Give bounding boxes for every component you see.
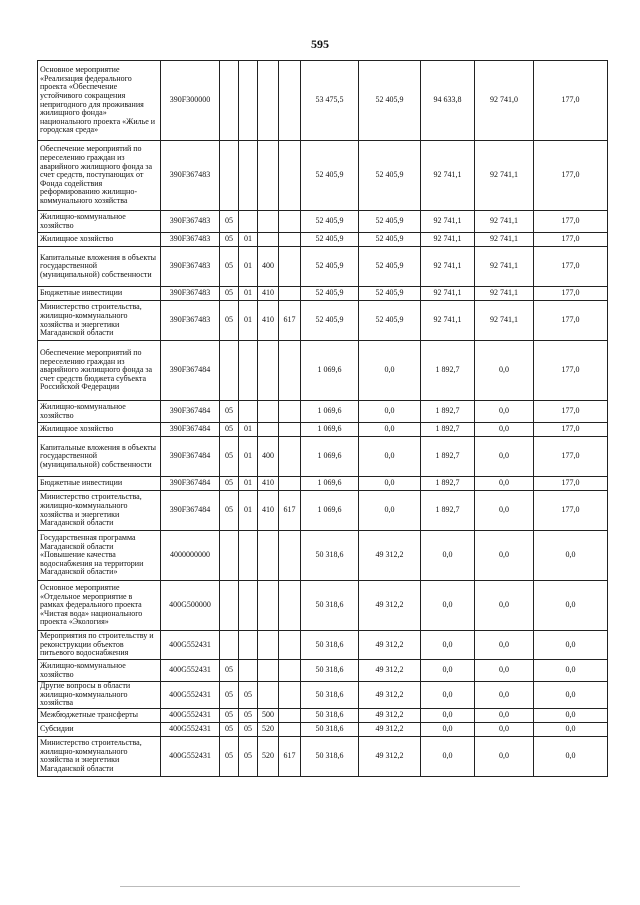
row-expense-type	[258, 141, 279, 211]
row-value-1: 52 405,9	[301, 301, 359, 341]
row-value-1: 50 318,6	[301, 708, 359, 722]
row-expense-type	[258, 211, 279, 233]
row-value-5: 177,0	[534, 477, 608, 491]
row-value-1: 52 405,9	[301, 287, 359, 301]
row-subsection: 05	[239, 682, 258, 709]
row-value-3: 1 892,7	[421, 423, 475, 437]
row-code: 390F367483	[161, 247, 220, 287]
row-value-2: 0,0	[359, 423, 421, 437]
row-subsection	[239, 581, 258, 631]
row-admin	[279, 708, 301, 722]
row-section: 05	[220, 247, 239, 287]
row-code: 400G500000	[161, 581, 220, 631]
row-name: Капитальные вложения в объекты государственной (муниципальной) собственности	[38, 247, 161, 287]
row-expense-type	[258, 61, 279, 141]
row-subsection	[239, 61, 258, 141]
page-number: 595	[311, 37, 329, 51]
row-value-2: 52 405,9	[359, 141, 421, 211]
row-value-5: 177,0	[534, 491, 608, 531]
row-admin	[279, 682, 301, 709]
row-expense-type: 400	[258, 437, 279, 477]
row-value-4: 92 741,1	[475, 233, 534, 247]
row-section: 05	[220, 233, 239, 247]
table-row	[38, 682, 608, 709]
row-value-5: 0,0	[534, 531, 608, 581]
row-value-3: 1 892,7	[421, 401, 475, 423]
row-value-3: 0,0	[421, 660, 475, 682]
table-row	[38, 401, 608, 423]
row-value-5: 0,0	[534, 682, 608, 709]
row-value-4: 0,0	[475, 423, 534, 437]
row-admin	[279, 247, 301, 287]
row-value-1: 52 405,9	[301, 211, 359, 233]
table-row	[38, 247, 608, 287]
row-value-4: 0,0	[475, 631, 534, 660]
row-admin: 617	[279, 491, 301, 531]
row-code: 390F367483	[161, 287, 220, 301]
row-code: 390F300000	[161, 61, 220, 141]
row-value-5: 0,0	[534, 581, 608, 631]
row-value-4: 0,0	[475, 437, 534, 477]
row-code: 400G552431	[161, 736, 220, 776]
row-value-2: 49 312,2	[359, 531, 421, 581]
row-subsection: 01	[239, 247, 258, 287]
row-admin	[279, 401, 301, 423]
row-name: Другие вопросы в области жилищно-коммунального хозяйства	[38, 682, 161, 709]
row-value-4: 92 741,1	[475, 141, 534, 211]
row-code: 390F367483	[161, 211, 220, 233]
row-value-4: 0,0	[475, 401, 534, 423]
row-value-5: 177,0	[534, 141, 608, 211]
row-value-1: 50 318,6	[301, 682, 359, 709]
row-value-4: 0,0	[475, 682, 534, 709]
row-section: 05	[220, 722, 239, 736]
row-value-5: 0,0	[534, 631, 608, 660]
table-row	[38, 287, 608, 301]
row-value-1: 1 069,6	[301, 477, 359, 491]
row-name: Субсидии	[38, 722, 161, 736]
row-value-3: 92 741,1	[421, 301, 475, 341]
footer-divider	[120, 886, 520, 887]
row-subsection: 01	[239, 437, 258, 477]
row-expense-type	[258, 581, 279, 631]
row-subsection	[239, 531, 258, 581]
row-code: 4000000000	[161, 531, 220, 581]
row-name: Жилищное хозяйство	[38, 423, 161, 437]
row-value-2: 0,0	[359, 401, 421, 423]
row-code: 400G552431	[161, 682, 220, 709]
row-value-2: 0,0	[359, 491, 421, 531]
row-value-4: 0,0	[475, 660, 534, 682]
row-expense-type	[258, 341, 279, 401]
row-code: 390F367484	[161, 491, 220, 531]
row-admin	[279, 477, 301, 491]
row-expense-type: 520	[258, 736, 279, 776]
row-code: 390F367484	[161, 423, 220, 437]
row-subsection: 01	[239, 301, 258, 341]
row-value-5: 177,0	[534, 301, 608, 341]
row-expense-type	[258, 531, 279, 581]
row-expense-type: 410	[258, 301, 279, 341]
row-value-4: 92 741,1	[475, 287, 534, 301]
row-value-3: 0,0	[421, 531, 475, 581]
row-value-1: 52 405,9	[301, 141, 359, 211]
row-name: Мероприятия по строительству и реконструкции объектов питьевого водоснабжения	[38, 631, 161, 660]
row-value-3: 92 741,1	[421, 141, 475, 211]
row-value-5: 177,0	[534, 341, 608, 401]
row-value-5: 177,0	[534, 437, 608, 477]
table-row	[38, 631, 608, 660]
row-section	[220, 531, 239, 581]
row-value-4: 0,0	[475, 708, 534, 722]
row-name: Министерство строительства, жилищно-коммунального хозяйства и энергетики Магаданской области	[38, 491, 161, 531]
row-value-3: 1 892,7	[421, 491, 475, 531]
row-name: Жилищно-коммунальное хозяйство	[38, 660, 161, 682]
row-value-2: 0,0	[359, 437, 421, 477]
row-admin	[279, 341, 301, 401]
row-expense-type: 400	[258, 247, 279, 287]
row-value-2: 52 405,9	[359, 301, 421, 341]
row-admin: 617	[279, 301, 301, 341]
row-expense-type	[258, 401, 279, 423]
row-value-1: 50 318,6	[301, 660, 359, 682]
row-value-1: 50 318,6	[301, 581, 359, 631]
row-admin: 617	[279, 736, 301, 776]
row-value-1: 50 318,6	[301, 736, 359, 776]
row-value-5: 0,0	[534, 660, 608, 682]
row-code: 390F367484	[161, 401, 220, 423]
row-section: 05	[220, 401, 239, 423]
row-value-3: 0,0	[421, 708, 475, 722]
row-name: Обеспечение мероприятий по переселению граждан из аварийного жилищного фонда за счет средств бюджета субъекта Российской Федерации	[38, 341, 161, 401]
row-value-3: 0,0	[421, 581, 475, 631]
budget-table-body	[38, 61, 608, 777]
row-admin	[279, 233, 301, 247]
row-value-2: 52 405,9	[359, 287, 421, 301]
row-code: 400G552431	[161, 660, 220, 682]
row-subsection: 01	[239, 287, 258, 301]
row-value-2: 49 312,2	[359, 581, 421, 631]
row-section	[220, 341, 239, 401]
table-row	[38, 233, 608, 247]
row-code: 400G552431	[161, 722, 220, 736]
row-value-3: 0,0	[421, 722, 475, 736]
row-section: 05	[220, 211, 239, 233]
row-expense-type	[258, 682, 279, 709]
row-value-5: 177,0	[534, 401, 608, 423]
row-admin	[279, 287, 301, 301]
row-section: 05	[220, 301, 239, 341]
table-row	[38, 341, 608, 401]
row-section: 05	[220, 682, 239, 709]
table-row	[38, 61, 608, 141]
row-value-2: 49 312,2	[359, 722, 421, 736]
row-section: 05	[220, 491, 239, 531]
row-expense-type: 410	[258, 287, 279, 301]
row-value-3: 0,0	[421, 682, 475, 709]
row-value-4: 0,0	[475, 531, 534, 581]
row-code: 390F367483	[161, 301, 220, 341]
row-name: Основное мероприятие «Реализация федерального проекта «Обеспечение устойчивого сокращения непригодного для проживания жилищного фонда» национального проекта «Жилье и городская среда»	[38, 61, 161, 141]
row-value-1: 50 318,6	[301, 722, 359, 736]
row-code: 390F367483	[161, 233, 220, 247]
row-subsection	[239, 631, 258, 660]
row-value-5: 177,0	[534, 423, 608, 437]
row-section: 05	[220, 708, 239, 722]
table-row	[38, 437, 608, 477]
row-value-2: 49 312,2	[359, 736, 421, 776]
row-value-1: 50 318,6	[301, 631, 359, 660]
row-subsection	[239, 211, 258, 233]
row-value-3: 92 741,1	[421, 247, 475, 287]
row-expense-type: 500	[258, 708, 279, 722]
table-row	[38, 211, 608, 233]
row-value-4: 0,0	[475, 477, 534, 491]
row-name: Бюджетные инвестиции	[38, 287, 161, 301]
table-row	[38, 531, 608, 581]
row-code: 400G552431	[161, 708, 220, 722]
row-admin	[279, 531, 301, 581]
table-row	[38, 301, 608, 341]
row-value-1: 1 069,6	[301, 341, 359, 401]
row-section: 05	[220, 437, 239, 477]
row-subsection: 05	[239, 722, 258, 736]
row-name: Основное мероприятие «Отдельное мероприятие в рамках федерального проекта «Чистая вода» национального проекта «Экология»	[38, 581, 161, 631]
row-value-4: 92 741,1	[475, 247, 534, 287]
row-value-5: 177,0	[534, 287, 608, 301]
row-value-3: 1 892,7	[421, 477, 475, 491]
row-subsection	[239, 401, 258, 423]
row-code: 400G552431	[161, 631, 220, 660]
row-value-5: 0,0	[534, 722, 608, 736]
row-value-1: 52 405,9	[301, 233, 359, 247]
row-section: 05	[220, 423, 239, 437]
row-section: 05	[220, 660, 239, 682]
row-value-2: 0,0	[359, 477, 421, 491]
row-name: Жилищное хозяйство	[38, 233, 161, 247]
row-admin	[279, 722, 301, 736]
row-expense-type	[258, 423, 279, 437]
row-value-5: 177,0	[534, 211, 608, 233]
row-value-3: 92 741,1	[421, 211, 475, 233]
row-admin	[279, 437, 301, 477]
row-subsection	[239, 660, 258, 682]
table-row	[38, 660, 608, 682]
row-subsection: 01	[239, 233, 258, 247]
row-section	[220, 141, 239, 211]
row-value-2: 52 405,9	[359, 211, 421, 233]
row-section: 05	[220, 477, 239, 491]
row-value-4: 92 741,1	[475, 211, 534, 233]
row-name: Капитальные вложения в объекты государственной (муниципальной) собственности	[38, 437, 161, 477]
row-code: 390F367484	[161, 477, 220, 491]
row-value-1: 1 069,6	[301, 437, 359, 477]
table-row	[38, 722, 608, 736]
row-value-4: 0,0	[475, 341, 534, 401]
row-subsection: 05	[239, 736, 258, 776]
row-name: Обеспечение мероприятий по переселению граждан из аварийного жилищного фонда за счет средств, поступающих от Фонда содействия реформированию жилищно-коммунального хозяйства	[38, 141, 161, 211]
row-value-4: 0,0	[475, 736, 534, 776]
row-name: Министерство строительства, жилищно-коммунального хозяйства и энергетики Магаданской области	[38, 301, 161, 341]
row-subsection: 01	[239, 491, 258, 531]
row-subsection	[239, 141, 258, 211]
table-row	[38, 736, 608, 776]
row-value-1: 52 405,9	[301, 247, 359, 287]
row-value-4: 0,0	[475, 722, 534, 736]
row-admin	[279, 141, 301, 211]
row-value-1: 53 475,5	[301, 61, 359, 141]
row-code: 390F367484	[161, 341, 220, 401]
row-subsection	[239, 341, 258, 401]
row-name: Государственная программа Магаданской области «Повышение качества водоснабжения на территории Магаданской области»	[38, 531, 161, 581]
row-expense-type: 410	[258, 477, 279, 491]
row-value-3: 0,0	[421, 736, 475, 776]
row-admin	[279, 660, 301, 682]
row-admin	[279, 211, 301, 233]
row-value-1: 1 069,6	[301, 491, 359, 531]
row-expense-type	[258, 233, 279, 247]
row-value-5: 177,0	[534, 233, 608, 247]
row-value-1: 1 069,6	[301, 423, 359, 437]
row-value-2: 52 405,9	[359, 233, 421, 247]
row-value-2: 52 405,9	[359, 61, 421, 141]
table-row	[38, 141, 608, 211]
row-admin	[279, 581, 301, 631]
row-value-4: 0,0	[475, 491, 534, 531]
row-value-3: 1 892,7	[421, 341, 475, 401]
row-value-4: 92 741,0	[475, 61, 534, 141]
row-value-1: 1 069,6	[301, 401, 359, 423]
row-value-3: 0,0	[421, 631, 475, 660]
row-name: Жилищно-коммунальное хозяйство	[38, 211, 161, 233]
row-value-3: 92 741,1	[421, 233, 475, 247]
row-code: 390F367483	[161, 141, 220, 211]
row-value-4: 92 741,1	[475, 301, 534, 341]
row-value-2: 49 312,2	[359, 631, 421, 660]
table-row	[38, 708, 608, 722]
row-value-2: 0,0	[359, 341, 421, 401]
table-row	[38, 423, 608, 437]
row-value-5: 177,0	[534, 61, 608, 141]
row-code: 390F367484	[161, 437, 220, 477]
row-section	[220, 581, 239, 631]
row-value-5: 0,0	[534, 736, 608, 776]
row-name: Бюджетные инвестиции	[38, 477, 161, 491]
row-section: 05	[220, 287, 239, 301]
row-value-2: 52 405,9	[359, 247, 421, 287]
row-admin	[279, 61, 301, 141]
row-value-5: 0,0	[534, 708, 608, 722]
row-value-5: 177,0	[534, 247, 608, 287]
row-name: Жилищно-коммунальное хозяйство	[38, 401, 161, 423]
row-value-3: 94 633,8	[421, 61, 475, 141]
row-expense-type: 410	[258, 491, 279, 531]
row-value-2: 49 312,2	[359, 660, 421, 682]
row-expense-type: 520	[258, 722, 279, 736]
row-expense-type	[258, 660, 279, 682]
row-subsection: 01	[239, 477, 258, 491]
row-section	[220, 61, 239, 141]
table-row	[38, 491, 608, 531]
row-value-4: 0,0	[475, 581, 534, 631]
row-name: Межбюджетные трансферты	[38, 708, 161, 722]
row-value-3: 92 741,1	[421, 287, 475, 301]
table-row	[38, 581, 608, 631]
row-value-1: 50 318,6	[301, 531, 359, 581]
row-subsection: 01	[239, 423, 258, 437]
row-expense-type	[258, 631, 279, 660]
row-section: 05	[220, 736, 239, 776]
row-subsection: 05	[239, 708, 258, 722]
row-value-2: 49 312,2	[359, 708, 421, 722]
table-row	[38, 477, 608, 491]
row-value-2: 49 312,2	[359, 682, 421, 709]
row-value-3: 1 892,7	[421, 437, 475, 477]
row-admin	[279, 423, 301, 437]
row-name: Министерство строительства, жилищно-коммунального хозяйства и энергетики Магаданской области	[38, 736, 161, 776]
budget-table	[37, 60, 608, 777]
row-section	[220, 631, 239, 660]
row-admin	[279, 631, 301, 660]
